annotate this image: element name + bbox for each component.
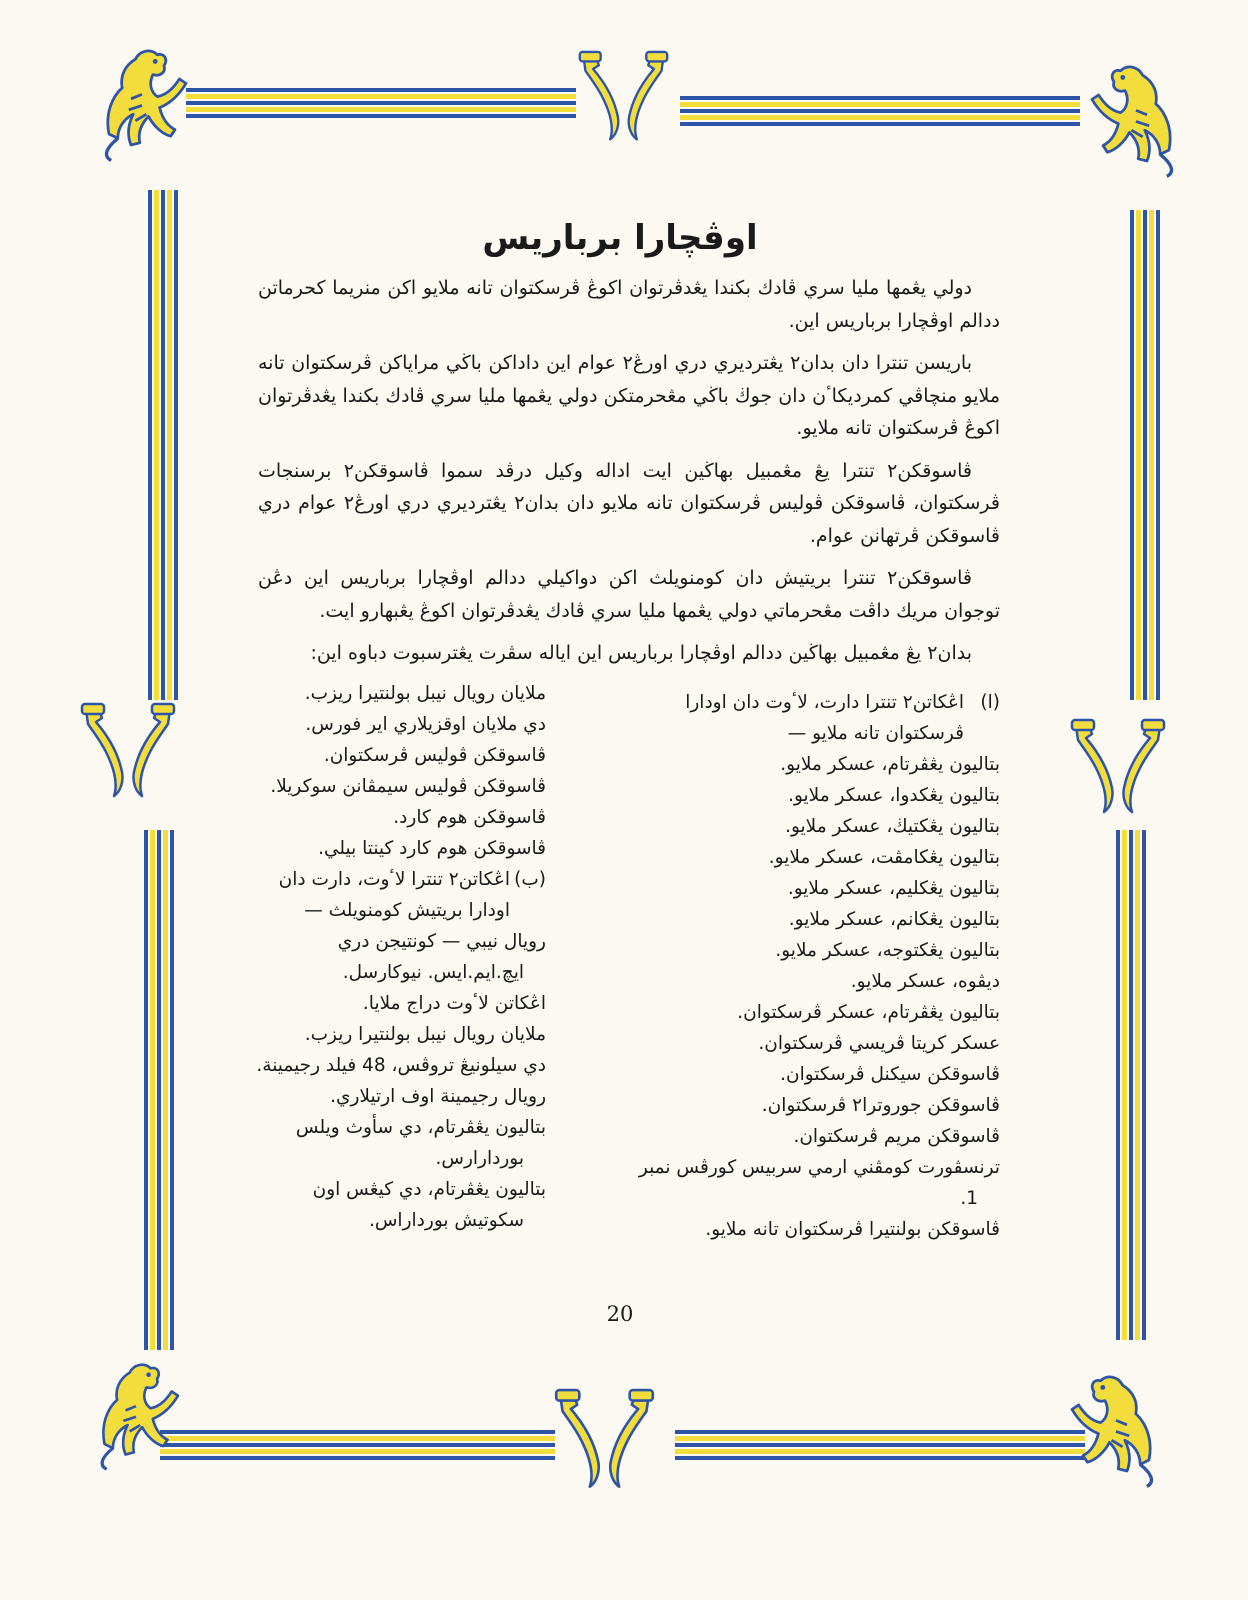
- list-item: [620, 687, 1000, 749]
- rampant-tiger-icon: [1092, 67, 1171, 176]
- list-item-text: بتاليون يڠڤرتام، عسکر ملايو.: [780, 754, 1000, 775]
- list-item: [246, 678, 546, 709]
- list-marker: (ا): [980, 692, 1000, 713]
- list-item: [620, 780, 1000, 811]
- list-item-text: دي سيلونيڠ تروڤس، 48 فيلد رجيمينة.: [256, 1055, 546, 1076]
- list-item: [620, 1214, 1000, 1245]
- crossed-kris-icon: [82, 704, 174, 796]
- list-item-text: دي ملايان اوقزيلاري اير فورس.: [305, 714, 546, 735]
- list-item: [246, 864, 546, 926]
- crossed-kris-icon: [1072, 720, 1164, 812]
- list-item-text: ڤاسوقکن ڤوليس سيمڤانن سوکريلا.: [270, 776, 546, 797]
- list-item: [620, 842, 1000, 873]
- crossed-kris-icon: [580, 52, 667, 139]
- left-column-list: [246, 678, 546, 1236]
- list-item-text: ڤاسوقکن بولنتيرا ڤرسکتوان تانه ملايو.: [705, 1219, 1000, 1240]
- list-item: [620, 1152, 1000, 1214]
- list-item: [246, 1112, 546, 1174]
- list-item-text: بتاليون يڠکامڤت، عسکر ملايو.: [768, 847, 1000, 868]
- list-item: [620, 1121, 1000, 1152]
- list-item: [246, 1081, 546, 1112]
- list-item: [246, 926, 546, 988]
- page-number: 20: [606, 1302, 634, 1326]
- list-item: [246, 833, 546, 864]
- list-item: [246, 771, 546, 802]
- list-item: [246, 740, 546, 771]
- list-item: [620, 873, 1000, 904]
- right-column-list: [620, 687, 1000, 1245]
- list-item: [246, 802, 546, 833]
- list-item: [246, 1174, 546, 1236]
- list-item-text: بتاليون يڠڤرتام، دي سأوث ويلس بوردارارس.: [295, 1117, 546, 1169]
- list-item-text: بتاليون يڠڤرتام، دي کيڠس اون سکوتيش بورداراس.: [312, 1179, 546, 1231]
- list-item: [620, 997, 1000, 1028]
- list-item: [620, 1028, 1000, 1059]
- list-marker: (ب): [514, 869, 546, 890]
- list-item: [246, 709, 546, 740]
- list-item: [246, 988, 546, 1019]
- list-item-text: ترنسڤورت کومڤني ارمي سربيس کورڤس نمبر 1.: [638, 1157, 1000, 1209]
- list-item-text: ڤاسوقکن مريم ڤرسکتوان.: [793, 1126, 1000, 1147]
- list-item-text: ڤاسوقکن سيکنل ڤرسکتوان.: [780, 1064, 1000, 1085]
- list-item: [620, 1090, 1000, 1121]
- list-item-text: ڤاسوقکن ڤوليس ڤرسکتوان.: [323, 745, 546, 766]
- intro-text: [258, 272, 1000, 680]
- list-item-text: بتاليون يڠکتيڬ، عسکر ملايو.: [785, 816, 1000, 837]
- intro-paragraph: ڤاسوقکن٢ تنترا بريتيش دان کومنويلث اکن دواکيلي ددالم اوڤچارا برباريس اين دڠن توجوان مريك داڤت مڠحرماتي دولي يڠمها مليا سري ڤادك يڠدڤرتوان اکوڠ يڠبهارو ايت.: [258, 567, 1000, 622]
- list-item-text: اڠکاتن٢ تنترا دارت، لاٴوت دان اودارا ڤرسکتوان تانه ملايو —: [685, 692, 964, 744]
- rampant-tiger-icon: [107, 51, 186, 160]
- list-item-text: اڠکاتن٢ تنترا لاٴوت، دارت دان اودارا بريتيش کومنويلث —: [278, 869, 510, 921]
- list-item-text: عسکر کريتا ڤريسي ڤرسکتوان.: [758, 1033, 1000, 1054]
- list-item: [620, 1059, 1000, 1090]
- list-item-text: بتاليون يڠکتوجه، عسکر ملايو.: [775, 940, 1000, 961]
- list-item-text: بتاليون يڠکدوا، عسکر ملايو.: [788, 785, 1000, 806]
- list-item: [620, 966, 1000, 997]
- intro-paragraph: بدان٢ يڠ مڠمبيل بهاڬين ددالم اوڤچارا برباريس اين اياله سڤرت يڠترسبوت دباوه اين:: [310, 642, 972, 664]
- page-title: اوڤچارا برباريس: [482, 218, 758, 258]
- list-item: [620, 749, 1000, 780]
- intro-paragraph: ڤاسوقکن٢ تنترا يڠ مڠمبيل بهاڬين ايت اداله وکيل درڤد سموا ڤاسوقکن٢ برسنجات ڤرسکتوان، ڤاسوقکن ڤوليس ڤرسکتوان تانه ملايو دان بدان٢ يڠترديري دري اورڠ٢ عوام دري ڤاسوقکن ڤرتهانن عوام.: [258, 459, 1000, 547]
- list-item-text: ڤاسوقکن هوم کارد کينتا بيلي.: [318, 838, 546, 859]
- list-item-text: ديڤوه، عسکر ملايو.: [850, 971, 1000, 992]
- list-item: [620, 904, 1000, 935]
- intro-paragraph: باريسن تنترا دان بدان٢ يڠترديري دري اورڠ٢ عوام اين داداکن باڬي مراياکن ڤرسکتوان تانه ملايو منچاڤي کمرديکاٴن دان جوڬ باڬي مڠحرمتکن دولي يڠمها مليا سري ڤادك بكندا يڠدڤرتوان اکوڠ ڤرسکتوان تانه ملايو.: [258, 352, 1000, 439]
- list-item-text: بتاليون يڠکانم، عسکر ملايو.: [788, 909, 1000, 930]
- list-item: [246, 1050, 546, 1081]
- list-item: [620, 811, 1000, 842]
- intro-paragraph: دولي يڠمها مليا سري ڤادك بكندا يڠدڤرتوان اکوڠ ڤرسکتوان تانه ملايو اکن منريما کحرماتن ددالم اوڤچارا برباريس اين.: [258, 277, 1000, 332]
- list-item: [246, 1019, 546, 1050]
- list-item-text: ڤاسوقکن هوم کارد.: [393, 807, 546, 828]
- list-item-text: بتاليون يڠکليم، عسکر ملايو.: [787, 878, 1000, 899]
- list-item-text: رويال رجيمينة اوف ارتيلاري.: [330, 1086, 546, 1107]
- list-item-text: رويال نيبي — کونتيجن دري ايچ.ايم.ايس. نيوکارسل.: [337, 931, 546, 983]
- list-item-text: ملايان رويال نيبل بولنتيرا ريزب.: [304, 1024, 546, 1045]
- list-item-text: ڤاسوقکن جوروترا٢ ڤرسکتوان.: [761, 1095, 1000, 1116]
- list-item-text: ملايان رويال نيبل بولنتيرا ريزب.: [304, 683, 546, 704]
- list-item-text: اڠکاتن لاٴوت دراج ملايا.: [362, 993, 546, 1014]
- crossed-kris-icon: [556, 1390, 653, 1487]
- list-item: [620, 935, 1000, 966]
- list-item-text: بتاليون يڠڤرتام، عسکر ڤرسکتوان.: [737, 1002, 1000, 1023]
